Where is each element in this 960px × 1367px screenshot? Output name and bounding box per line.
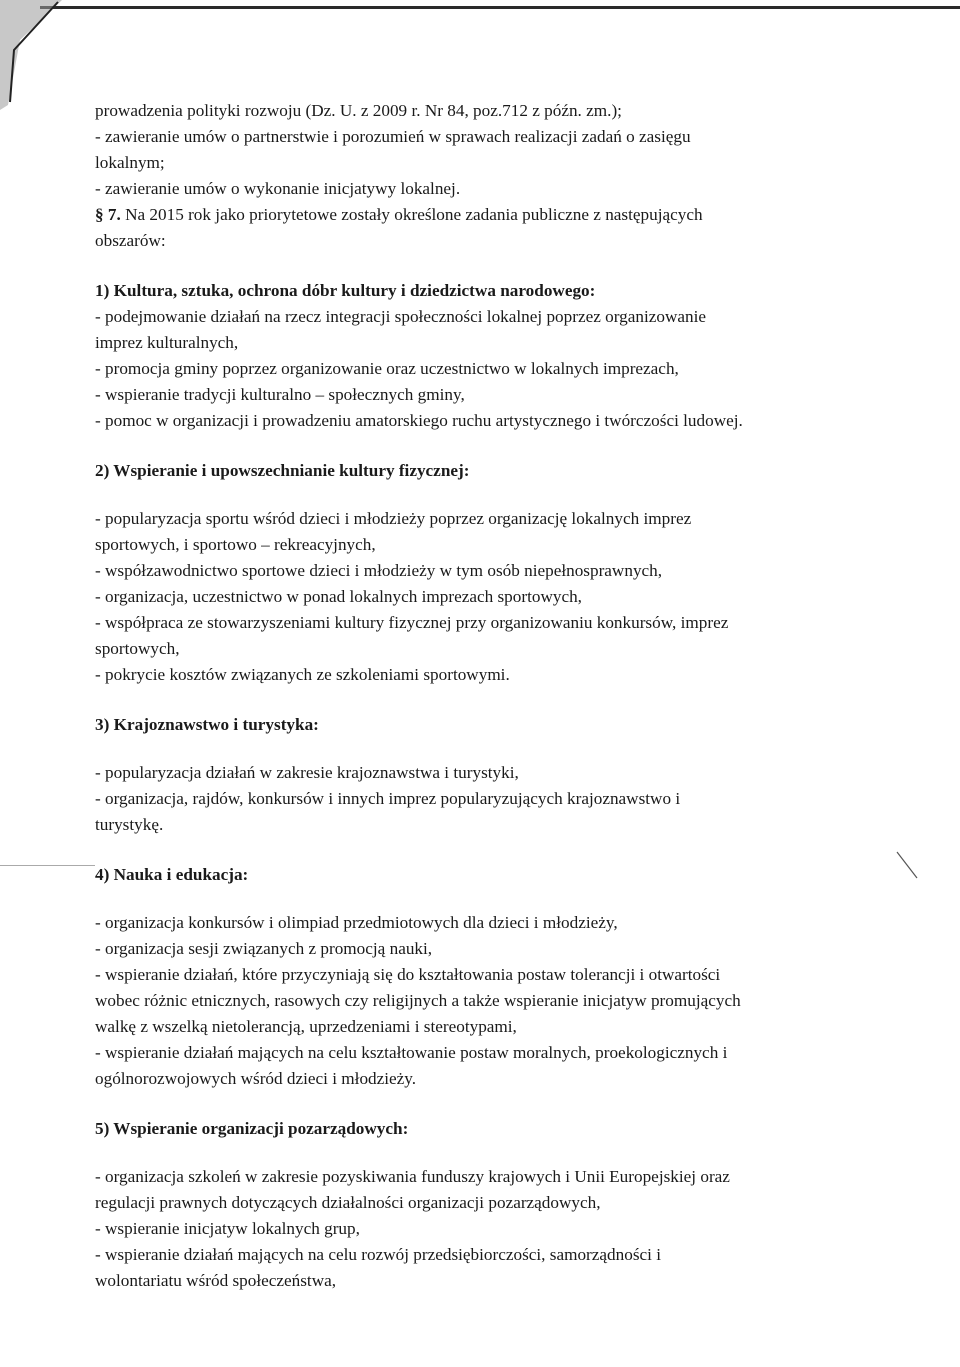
paragraph-7-line: obszarów: <box>95 231 166 250</box>
intro-line: - zawieranie umów o wykonanie inicjatywy lokalnej. <box>95 179 461 198</box>
paragraph-7 <box>95 202 845 254</box>
section-line: - popularyzacja sportu wśród dzieci i młodzieży poprzez organizację lokalnych imprez <box>95 509 692 528</box>
section-line: - organizacja konkursów i olimpiad przedmiotowych dla dzieci i młodzieży, <box>95 913 618 932</box>
scan-corner-artifact <box>0 0 70 110</box>
section-line: - współpraca ze stowarzyszeniami kultury fizycznej przy organizowaniu konkursów, imprez <box>95 613 729 632</box>
section-line: walkę z wszelką nietolerancją, uprzedzeniami i stereotypami, <box>95 1017 517 1036</box>
intro-block <box>95 98 845 202</box>
section-line: sportowych, <box>95 639 180 658</box>
spacer <box>95 688 845 712</box>
section-heading: 1) Kultura, sztuka, ochrona dóbr kultury i dziedzictwa narodowego: <box>95 281 596 300</box>
intro-line: lokalnym; <box>95 153 165 172</box>
section-line: - organizacja, uczestnictwo w ponad lokalnych imprezach sportowych, <box>95 587 582 606</box>
section-line: - organizacja sesji związanych z promocją nauki, <box>95 939 433 958</box>
scan-slash-mark <box>895 850 920 880</box>
section-line: - organizacja, rajdów, konkursów i innych imprez popularyzujących krajoznawstwo i <box>95 789 681 808</box>
section-heading: 5) Wspieranie organizacji pozarządowych: <box>95 1119 409 1138</box>
spacer <box>95 738 845 760</box>
spacer <box>95 1142 845 1164</box>
paragraph-symbol: § 7. <box>95 205 121 224</box>
spacer <box>95 838 845 862</box>
section-culture <box>95 278 845 434</box>
spacer <box>95 434 845 458</box>
spacer <box>95 1092 845 1116</box>
section-line: - wspieranie działań, które przyczyniają się do kształtowania postaw tolerancji i otwartości <box>95 965 721 984</box>
section-ngo <box>95 1116 845 1294</box>
document-page <box>95 98 845 1294</box>
spacer <box>95 484 845 506</box>
section-line: ogólnorozwojowych wśród dzieci i młodzieży. <box>95 1069 417 1088</box>
scan-top-edge <box>40 6 960 9</box>
section-line: - wspieranie działań mających na celu kształtowanie postaw moralnych, proekologicznych i <box>95 1043 728 1062</box>
intro-line: prowadzenia polityki rozwoju (Dz. U. z 2009 r. Nr 84, poz.712 z późn. zm.); <box>95 101 622 120</box>
section-line: - wspieranie działań mających na celu rozwój przedsiębiorczości, samorządności i <box>95 1245 661 1264</box>
spacer <box>95 254 845 278</box>
section-line: - pokrycie kosztów związanych ze szkoleniami sportowymi. <box>95 665 510 684</box>
paragraph-7-first-line <box>95 202 845 228</box>
section-line: sportowych, i sportowo – rekreacyjnych, <box>95 535 376 554</box>
section-line: - współzawodnictwo sportowe dzieci i młodzieży w tym osób niepełnosprawnych, <box>95 561 663 580</box>
section-heading: 2) Wspieranie i upowszechnianie kultury fizycznej: <box>95 461 470 480</box>
section-heading: 3) Krajoznawstwo i turystyka: <box>95 715 319 734</box>
spacer <box>95 888 845 910</box>
section-heading: 4) Nauka i edukacja: <box>95 865 249 884</box>
section-science <box>95 862 845 1092</box>
section-line: wobec różnic etnicznych, rasowych czy religijnych a także wspieranie inicjatyw promujących <box>95 991 741 1010</box>
section-line: - promocja gminy poprzez organizowanie oraz uczestnictwo w lokalnych imprezach, <box>95 359 679 378</box>
section-line: - podejmowanie działań na rzecz integracji społeczności lokalnej poprzez organizowanie <box>95 307 706 326</box>
section-line: wolontariatu wśród społeczeństwa, <box>95 1271 337 1290</box>
section-line: - wspieranie tradycji kulturalno – społecznych gminy, <box>95 385 465 404</box>
section-tourism <box>95 712 845 838</box>
section-line: imprez kulturalnych, <box>95 333 239 352</box>
section-line: - pomoc w organizacji i prowadzeniu amatorskiego ruchu artystycznego i twórczości ludowej. <box>95 411 743 430</box>
section-line: - wspieranie inicjatyw lokalnych grup, <box>95 1219 360 1238</box>
section-line: - popularyzacja działań w zakresie krajoznawstwa i turystyki, <box>95 763 519 782</box>
section-line: regulacji prawnych dotyczących działalności organizacji pozarządowych, <box>95 1193 601 1212</box>
section-line: - organizacja szkoleń w zakresie pozyskiwania funduszy krajowych i Unii Europejskiej oraz <box>95 1167 730 1186</box>
paragraph-7-text: Na 2015 rok jako priorytetowe zostały określone zadania publiczne z następujących <box>120 205 703 224</box>
section-sport <box>95 458 845 688</box>
intro-line: - zawieranie umów o partnerstwie i porozumień w sprawach realizacji zadań o zasięgu <box>95 127 691 146</box>
section-line: turystykę. <box>95 815 164 834</box>
scan-dash-mark <box>0 865 95 866</box>
